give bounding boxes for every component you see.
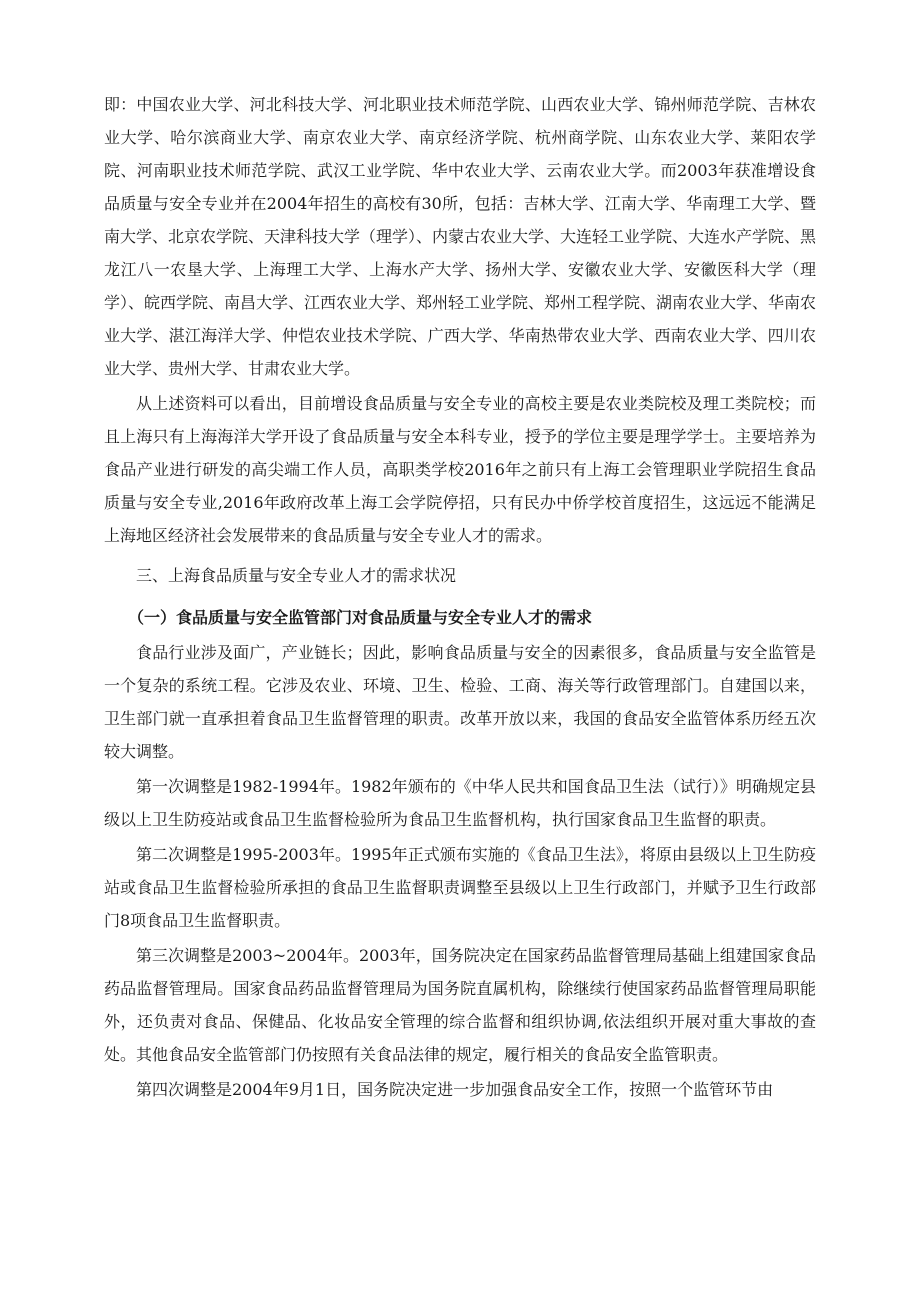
paragraph-analysis: 从上述资料可以看出，目前增设食品质量与安全专业的高校主要是农业类院校及理工类院校；而且上海只有上海海洋大学开设了食品质量与安全本科专业，授予的学位主要是理学学士。主要培养为食品产业进行研发的高尖端工作人员，高职类学校2016年之前只有上海工会管理职业学院招生食品质量与安全专业,2016年政府改革上海工会学院停招，只有民办中侨学校首度招生，这远远不能满足上海地区经济社会发展带来的食品质量与安全专业人才的需求。: [104, 394, 816, 545]
paragraph-industry: 食品行业涉及面广，产业链长；因此，影响食品质量与安全的因素很多，食品质量与安全监管是一个复杂的系统工程。它涉及农业、环境、卫生、检验、工商、海关等行政管理部门。自建国以来，卫生部门就一直承担着食品卫生监督管理的职责。改革开放以来，我国的食品安全监管体系历经五次较大调整。: [104, 643, 816, 761]
paragraph-second-adjustment: 第二次调整是1995-2003年。1995年正式颁布实施的《食品卫生法》，将原由县级以上卫生防疫站或食品卫生监督检验所承担的食品卫生监督职责调整至县级以上卫生行政部门，并赋予卫生行政部门8项食品卫生监督职责。: [104, 845, 816, 930]
paragraph-first-adjustment: 第一次调整是1982-1994年。1982年颁布的《中华人民共和国食品卫生法（试行）》明确规定县级以上卫生防疫站或食品卫生监督检验所为食品卫生监督机构，执行国家食品卫生监督的职责。: [104, 777, 816, 829]
section-heading-demand: 三、上海食品质量与安全专业人才的需求状况: [136, 566, 457, 585]
paragraph-third-adjustment: 第三次调整是2003~2004年。2003年，国务院决定在国家药品监督管理局基础上组建国家食品药品监督管理局。国家食品药品监督管理局为国务院直属机构，除继续行使国家药品监督管理局职能外，还负责对食品、保健品、化妆品安全管理的综合监督和组织协调,依法组织开展对重大事故的查处。其他食品安全监管部门仍按照有关食品法律的规定，履行相关的食品安全监管职责。: [104, 946, 816, 1064]
subsection-heading-regulators: （一）食品质量与安全监管部门对食品质量与安全专业人才的需求: [128, 608, 593, 627]
paragraph-university-list: 即：中国农业大学、河北科技大学、河北职业技术师范学院、山西农业大学、锦州师范学院、吉林农业大学、哈尔滨商业大学、南京农业大学、南京经济学院、杭州商学院、山东农业大学、莱阳农学院、河南职业技术师范学院、武汉工业学院、华中农业大学、云南农业大学。而2003年获准增设食品质量与安全专业并在2004年招生的高校有30所，包括：吉林大学、江南大学、华南理工大学、暨南大学、北京农学院、天津科技大学（理学）、内蒙古农业大学、大连轻工业学院、大连水产学院、黑龙江八一农垦大学、上海理工大学、上海水产大学、扬州大学、安徽农业大学、安徽医科大学（理学）、皖西学院、南昌大学、江西农业大学、郑州轻工业学院、郑州工程学院、湖南农业大学、华南农业大学、湛江海洋大学、仲恺农业技术学院、广西大学、华南热带农业大学、西南农业大学、四川农业大学、贵州大学、甘肃农业大学。: [104, 95, 817, 378]
paragraph-fourth-adjustment: 第四次调整是2004年9月1日，国务院决定进一步加强食品安全工作，按照一个监管环节由: [136, 1080, 774, 1099]
